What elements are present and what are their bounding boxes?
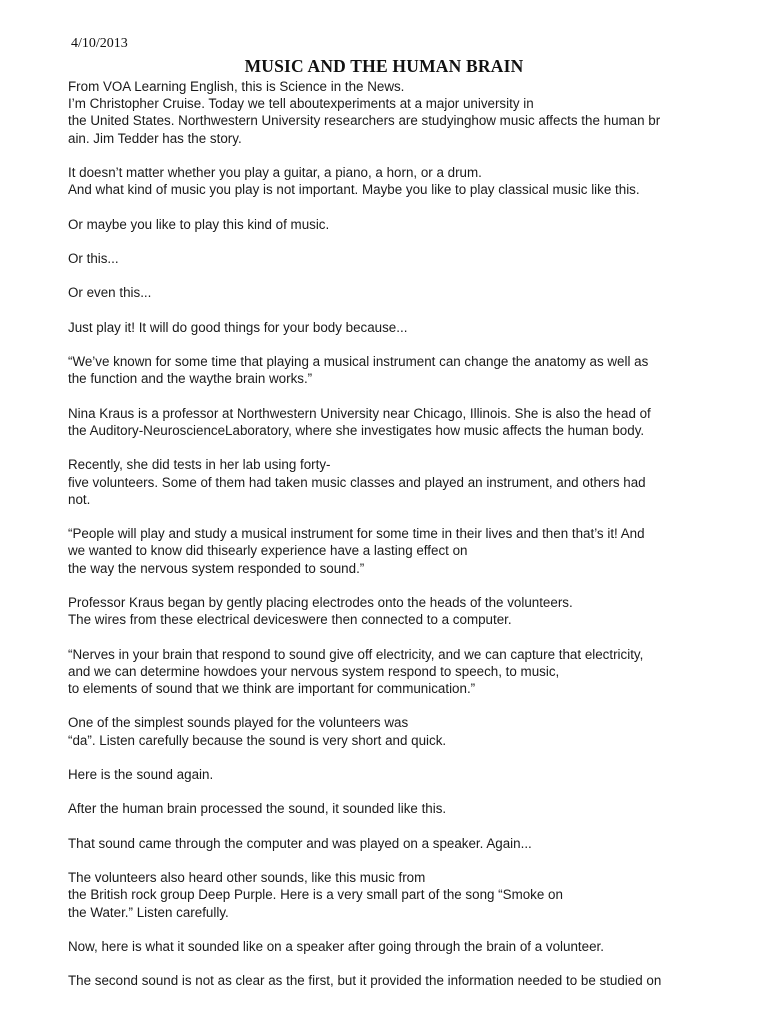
text-line: to elements of sound that we think are important for communication.” — [68, 680, 476, 696]
paragraph — [68, 525, 728, 577]
text-line: Or this... — [68, 250, 119, 266]
document-body — [68, 78, 728, 1007]
text-line: the Auditory-NeuroscienceLaboratory, where she investigates how music affects the human body. — [68, 422, 645, 438]
paragraph — [68, 766, 728, 783]
text-line: And what kind of music you play is not important. Maybe you like to play classical music like this. — [68, 182, 640, 198]
text-line: “Nerves in your brain that respond to sound give off electricity, and we can capture that electricity, — [68, 646, 644, 662]
text-line: Recently, she did tests in her lab using forty- — [68, 457, 331, 473]
text-line: the United States. Northwestern University researchers are studyinghow music affects the human br — [68, 113, 661, 129]
text-line: “da”. Listen carefully because the sound is very short and quick. — [68, 732, 447, 748]
paragraph — [68, 78, 728, 147]
text-line: Or even this... — [68, 285, 152, 301]
text-line: The volunteers also heard other sounds, like this music from — [68, 870, 426, 886]
text-line: Nina Kraus is a professor at Northwestern University near Chicago, Illinois. She is also the head of — [68, 405, 651, 421]
paragraph — [68, 353, 728, 387]
text-line: the function and the waythe brain works.” — [68, 371, 313, 387]
text-line: “We’ve known for some time that playing a musical instrument can change the anatomy as well as — [68, 354, 649, 370]
text-line: The wires from these electrical deviceswere then connected to a computer. — [68, 612, 512, 628]
paragraph — [68, 164, 728, 198]
text-line: Now, here is what it sounded like on a speaker after going through the brain of a volunteer. — [68, 938, 604, 954]
text-line: Just play it! It will do good things for your body because... — [68, 319, 408, 335]
paragraph — [68, 835, 728, 852]
paragraph — [68, 938, 728, 955]
paragraph — [68, 972, 728, 989]
text-line: I’m Christopher Cruise. Today we tell aboutexperiments at a major university in — [68, 96, 534, 112]
text-line: “People will play and study a musical instrument for some time in their lives and then that’s it! And — [68, 526, 645, 542]
text-line: not. — [68, 491, 91, 507]
paragraph — [68, 714, 728, 748]
text-line: ain. Jim Tedder has the story. — [68, 130, 242, 146]
text-line: and we can determine howdoes your nervous system respond to speech, to music, — [68, 663, 560, 679]
text-line: From VOA Learning English, this is Science in the News. — [68, 79, 405, 94]
text-line: the way the nervous system responded to sound.” — [68, 560, 365, 576]
paragraph — [68, 800, 728, 817]
paragraph — [68, 216, 728, 233]
paragraph — [68, 284, 728, 301]
paragraph — [68, 646, 728, 698]
text-line: Here is the sound again. — [68, 766, 214, 782]
text-line: That sound came through the computer and was played on a speaker. Again... — [68, 835, 532, 851]
paragraph — [68, 250, 728, 267]
text-line: One of the simplest sounds played for the volunteers was — [68, 715, 409, 731]
text-line: five volunteers. Some of them had taken music classes and played an instrument, and others had — [68, 474, 646, 490]
paragraph — [68, 319, 728, 336]
paragraph — [68, 869, 728, 921]
text-line: The second sound is not as clear as the first, but it provided the information needed to be studied on — [68, 973, 662, 989]
paragraph — [68, 405, 728, 439]
text-line: After the human brain processed the sound, it sounded like this. — [68, 801, 447, 817]
text-line: the Water.” Listen carefully. — [68, 904, 229, 920]
text-line: It doesn’t matter whether you play a guitar, a piano, a horn, or a drum. — [68, 165, 482, 180]
paragraph — [68, 594, 728, 628]
text-line: the British rock group Deep Purple. Here is a very small part of the song “Smoke on — [68, 887, 563, 903]
paragraph — [68, 456, 728, 508]
document-title: MUSIC AND THE HUMAN BRAIN — [244, 56, 524, 76]
text-line: we wanted to know did thisearly experience have a lasting effect on — [68, 543, 468, 559]
document-date: 4/10/2013 — [71, 36, 128, 51]
text-line: Professor Kraus began by gently placing electrodes onto the heads of the volunteers. — [68, 594, 573, 610]
text-line: Or maybe you like to play this kind of music. — [68, 216, 330, 232]
